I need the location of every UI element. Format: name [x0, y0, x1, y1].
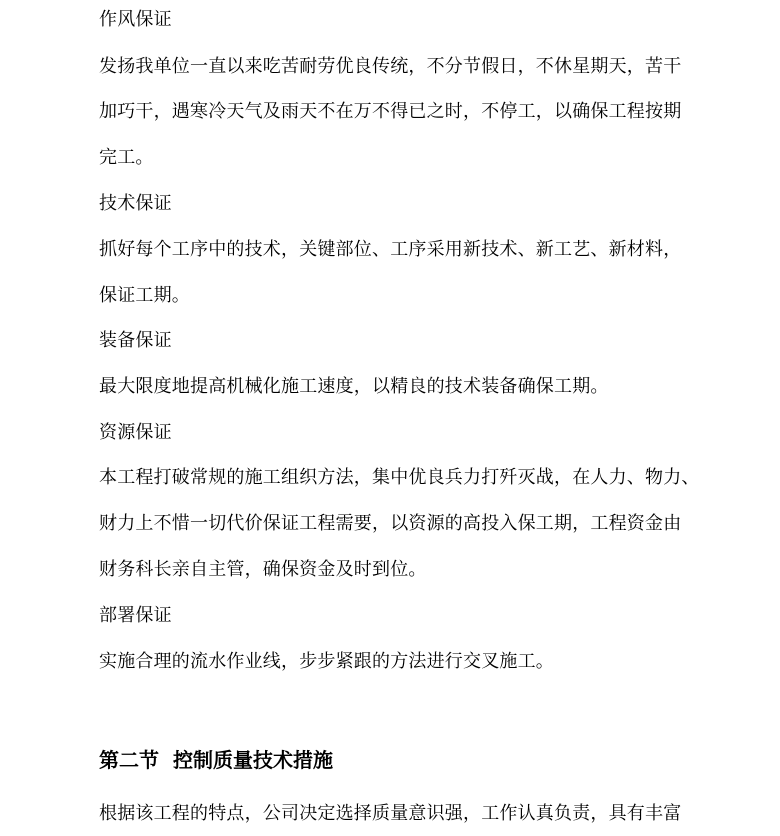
section-title-equipment-guarantee: 装备保证 [99, 330, 172, 351]
paragraph-line: 抓好每个工序中的技术，关键部位、工序采用新技术、新工艺、新材料， [99, 239, 682, 260]
paragraph-line: 实施合理的流水作业线，步步紧跟的方法进行交叉施工。 [99, 651, 554, 672]
section-title-resource-guarantee: 资源保证 [99, 422, 172, 443]
paragraph-line: 最大限度地提高机械化施工速度，以精良的技术装备确保工期。 [99, 376, 609, 397]
chapter-heading [99, 748, 333, 772]
paragraph-line: 发扬我单位一直以来吃苦耐劳优良传统，不分节假日，不休星期天，苦干 [99, 56, 682, 77]
paragraph-line: 保证工期。 [99, 285, 190, 306]
section-title-deployment-guarantee: 部署保证 [99, 605, 172, 626]
paragraph-line: 加巧干，遇寒冷天气及雨天不在万不得已之时，不停工，以确保工程按期 [99, 101, 682, 122]
chapter-number: 第二节 [99, 748, 159, 772]
section-title-technical-guarantee: 技术保证 [99, 193, 172, 214]
section-title-style-guarantee: 作风保证 [99, 9, 172, 30]
paragraph-line: 财务科长亲自主管，确保资金及时到位。 [99, 559, 427, 580]
paragraph-line: 根据该工程的特点，公司决定选择质量意识强，工作认真负责，具有丰富 [99, 803, 682, 824]
chapter-title: 控制质量技术措施 [173, 748, 333, 772]
paragraph-line: 本工程打破常规的施工组织方法，集中优良兵力打歼灭战，在人力、物力、 [99, 467, 700, 488]
paragraph-line: 财力上不惜一切代价保证工程需要，以资源的高投入保工期，工程资金由 [99, 513, 682, 534]
paragraph-line: 完工。 [99, 147, 154, 168]
